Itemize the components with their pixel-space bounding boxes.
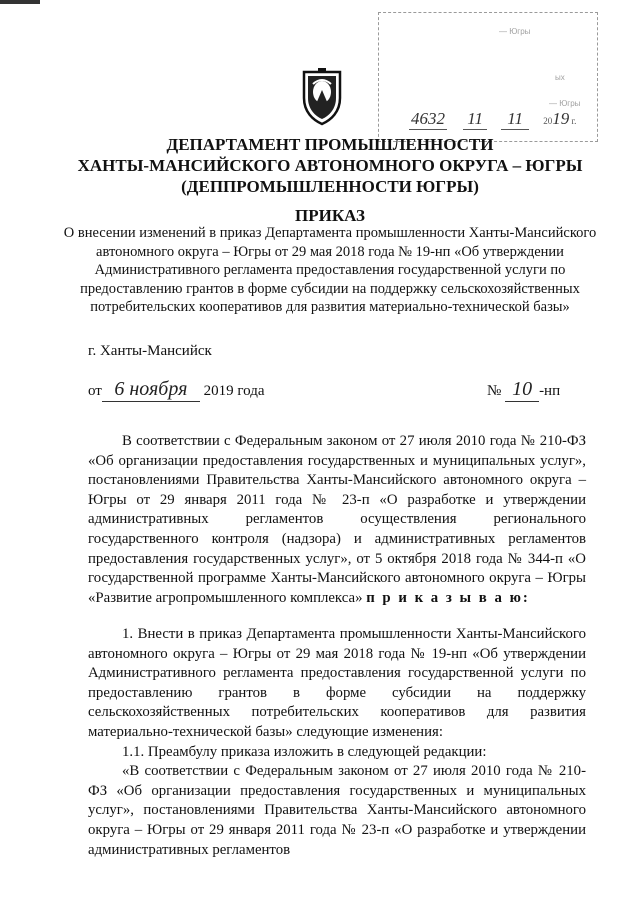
department-line: (ДЕППРОМЫШЛЕННОСТИ ЮГРЫ) <box>181 177 479 196</box>
handwritten-date: 6 ноября <box>102 378 200 402</box>
preamble-text: В соответствии с Федеральным законом от 27 июля 2010 года № 210-ФЗ «Об организации предоставления государственных и муниципальных услуг», постановлениями Правительства Ханты-Мансийского автономного округа – Югры от 29 января 2011 года № 23-п «О разработке и утверждении административных регламентов осуществления регионального государственного контроля (надзора) и административных регламентов предоставления государственных услуг», от 5 октября 2018 года № 344-п «О государственной программе Ханты-Мансийского автономного округа – Югры «Развитие агропромышленного комплекса» <box>88 433 586 606</box>
registration-number-line <box>409 109 576 130</box>
number-prefix: № <box>487 383 502 399</box>
order-date <box>88 378 265 402</box>
department-line: ХАНТЫ-МАНСИЙСКОГО АВТОНОМНОГО ОКРУГА – ЮГРЫ <box>77 156 583 175</box>
order-word: п р и к а з ы в а ю: <box>366 589 530 606</box>
department-header <box>60 134 600 197</box>
order-items <box>88 625 586 860</box>
scan-corner-mark <box>0 0 40 4</box>
registration-number: 4632 <box>411 109 445 128</box>
date-suffix: 2019 года <box>203 383 265 399</box>
handwritten-number: 10 <box>505 378 539 402</box>
order-subject: О внесении изменений в приказ Департамента промышленности Ханты-Мансийского автономного округа – Югры от 29 мая 2018 года № 19-нп «Об утверждении Административного регламента предоставления государственной услуги по предоставлению грантов в форме субсидии на поддержку сельскохозяйственных потребительских кооперативов для развития материально-технической базы» <box>63 225 597 315</box>
stamp-faded-line: ых <box>555 73 565 82</box>
registration-stamp <box>378 12 598 142</box>
order-title: ПРИКАЗ <box>295 206 365 225</box>
department-line: ДЕПАРТАМЕНТ ПРОМЫШЛЕННОСТИ <box>166 135 494 154</box>
registration-month: 11 <box>501 109 529 130</box>
order-number <box>487 378 560 402</box>
coat-of-arms-icon <box>299 68 345 126</box>
item-1: 1. Внести в приказ Департамента промышленности Ханты-Мансийского автономного округа – Югры от 29 мая 2018 года № 19-нп «Об утверждении Административного регламента предоставления государственной услуги по предоставлению грантов в форме субсидии на поддержку сельскохозяйственных потребительских кооперативов для развития материально-технической базы» следующие изменения: <box>88 626 586 740</box>
number-suffix: -нп <box>539 383 561 399</box>
stamp-faded-line: — Югры <box>549 99 581 108</box>
city: г. Ханты-Мансийск <box>88 343 212 359</box>
registration-day: 11 <box>463 109 487 130</box>
quoted-preamble: «В соответствии с Федеральным законом от 27 июля 2010 года № 210-ФЗ «Об организации предоставления государственных и муниципальных услуг», постановлениями Правительства Ханты-Мансийского автономного округа – Югры от 29 января 2011 года № 23-п «О разработке и утверждении административных регламентов <box>88 763 586 858</box>
stamp-faded-line: — Югры <box>499 27 531 36</box>
date-prefix: от <box>88 383 102 399</box>
registration-year: 2019 г. <box>543 109 577 128</box>
item-1-1: 1.1. Преамбулу приказа изложить в следующей редакции: <box>122 743 487 760</box>
preamble-paragraph <box>88 432 586 608</box>
